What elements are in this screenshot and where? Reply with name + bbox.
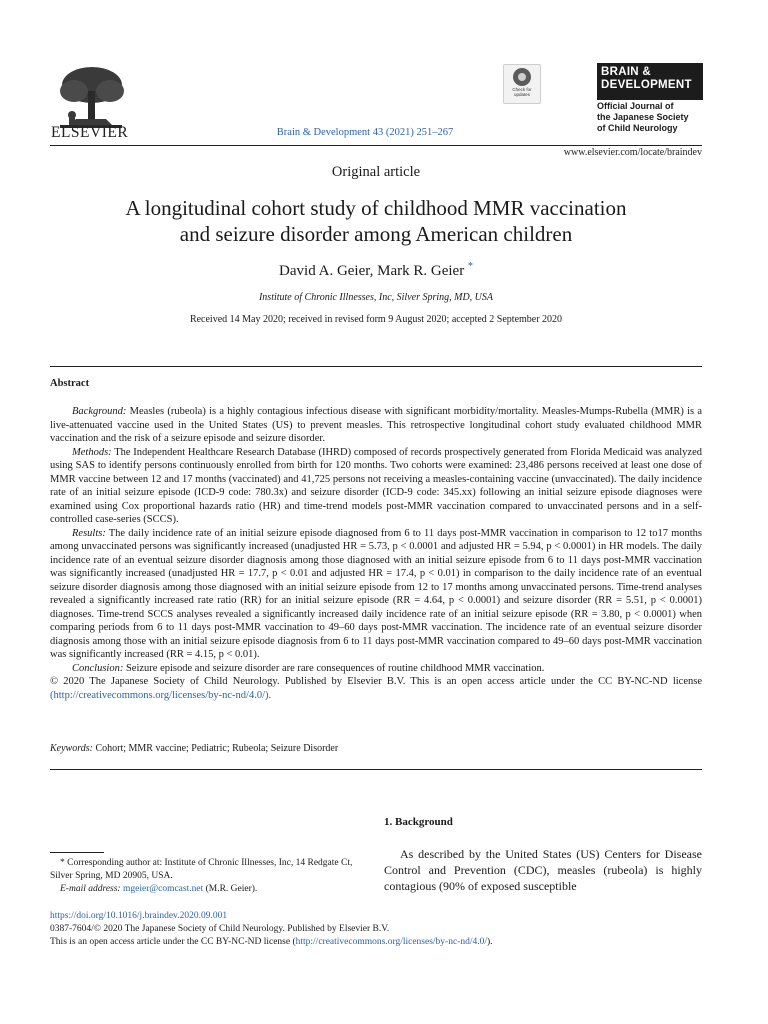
journal-subtitle-line-3: of Child Neurology: [597, 123, 678, 133]
journal-subtitle: [597, 101, 717, 134]
abstract-body: [50, 405, 702, 702]
article-title: [50, 195, 702, 247]
keywords-list: Cohort; MMR vaccine; Pediatric; Rubeola; Seizure Disorder: [92, 743, 339, 754]
journal-logo-line-2: DEVELOPMENT: [601, 79, 692, 91]
authors-text: David A. Geier, Mark R. Geier: [279, 263, 465, 279]
abstract-results: Results: The daily incidence rate of an initial seizure episode diagnosed from 6 to 11 days post-MMR vaccination in comparison to 12 to17 months among unvaccinated persons was significantly increased (unadjusted HR = 5.73, p < 0.0001 and adjusted HR = 5.94, p < 0.0001) in HR models. The daily incidence rate of an eventual seizure disorder diagnosis among those diagnosed with an initial seizure episode from 6 to 11 days post-MMR vaccination was significantly increased (unadjusted HR = 17.7, p < 0.01 and adjusted HR = 17.4, p < 0.01) in comparison to the daily incidence rate of an eventual seizure disorder diagnosis among those diagnosed with an initial seizure episode from 12 to 17 months among unvaccinated persons. Time-trend analyses revealed a significantly increased rate ratio (RR) for an initial seizure episode (RR = 4.64, p < 0.0001) and seizure disorder (RR = 5.51, p < 0.0001) diagnoses. Time-trend SCCS analyses revealed a significantly increased daily incidence rate of an initial seizure episode (RR = 3.80, p < 0.0001) when comparing periods from 6 to 11 days post-MMR vaccination to 49–60 days post-MMR vaccination. The incidence rate of an eventual seizure disorder diagnosis among those with an initial seizure episode diagnosis from 6 to 11 days post-MMR vaccination compared to 49–60 days post-MMR vaccination was significantly increased (RR = 4.15, p < 0.01).: [50, 527, 702, 660]
email-link[interactable]: mgeier@comcast.net: [122, 884, 204, 894]
journal-logo-box: [597, 63, 703, 100]
crossmark-label: Check for updates: [512, 87, 532, 97]
abstract-conclusion: Conclusion: Seizure episode and seizure disorder are rare consequences of routine childhood MMR vaccination.: [72, 662, 545, 674]
doi-link[interactable]: https://doi.org/10.1016/j.braindev.2020.09.001: [50, 911, 228, 921]
license-line: This is an open access article under the CC BY-NC-ND license (http://creativecommons.org/licenses/by-nc-nd/4.0/).: [50, 937, 493, 947]
abstract-methods: Methods: The Independent Healthcare Research Database (IHRD) composed of records prospectively generated from Florida Medicaid was analyzed using SAS to identify persons continuously enrolled from birth for 120 months. Two cohorts were examined: 23,486 persons received at least one dose of MMR vaccine between 12 and 17 months (vaccinated) and 41,725 persons not receiving a measles-containing vaccine (unvaccinated). The daily incidence rate of an initial seizure episode (ICD-9 code: 780.3x) and seizure disorder (ICD-9 code: 345.xx) following an initial seizure episode diagnoses were examined using Cox proportional hazards ratio (HR) and time-trend models post-MMR vaccination compared to unvaccinated persons and in a self-controlled case-series (SCCS).: [50, 446, 702, 525]
journal-reference-link[interactable]: Brain & Development 43 (2021) 251–267: [276, 127, 454, 138]
footnote: [50, 857, 368, 896]
publisher-name: ELSEVIER: [51, 124, 129, 141]
crossmark-icon: [513, 68, 531, 86]
issn-line: 0387-7604/© 2020 The Japanese Society of Child Neurology. Published by Elsevier B.V.: [50, 924, 390, 934]
author-affiliation: Institute of Chronic Illnesses, Inc, Silver Spring, MD, USA: [258, 292, 494, 303]
footer-license-link[interactable]: http://creativecommons.org/licenses/by-nc-nd/4.0/: [295, 937, 487, 947]
header-divider: [50, 145, 702, 146]
footnote-divider: [50, 852, 104, 853]
title-line-2: and seizure disorder among American children: [179, 222, 573, 246]
title-line-1: A longitudinal cohort study of childhood MMR vaccination: [125, 196, 627, 220]
journal-url[interactable]: www.elsevier.com/locate/braindev: [563, 147, 702, 158]
abstract-background: Background: Measles (rubeola) is a highly contagious infectious disease with significant morbidity/mortality. Measles-Mumps-Rubella (MMR) is a live-attenuated vaccine used in the United States (US) to prevent measles. This retrospective longitudinal cohort study evaluated childhood MMR vaccination and the risk of a seizure episode and seizure disorder.: [50, 406, 702, 444]
abstract-copyright: © 2020 The Japanese Society of Child Neurology. Published by Elsevier B.V. This is an open access article under the CC BY-NC-ND license (http://creativecommons.org/licenses/by-nc-nd/4.0/).: [50, 676, 702, 701]
corresponding-author-note: * Corresponding author at: Institute of Chronic Illnesses, Inc, 14 Redgate Ct, Silver Spring, MD 20905, USA.: [50, 858, 353, 881]
check-for-updates-badge[interactable]: [503, 64, 541, 104]
keywords-label: Keywords:: [50, 743, 93, 754]
keywords: [50, 743, 702, 754]
received-dates: Received 14 May 2020; received in revised form 9 August 2020; accepted 2 September 2020: [189, 314, 563, 325]
author-list: [50, 261, 702, 280]
section-heading: 1. Background: [384, 816, 453, 828]
journal-logo-line-1: BRAIN &: [601, 66, 652, 78]
page-footer: [50, 910, 702, 949]
license-link[interactable]: (http://creativecommons.org/licenses/by-nc-nd/4.0/).: [50, 689, 272, 701]
corresponding-author-mark[interactable]: *: [467, 261, 473, 272]
journal-subtitle-line-2: the Japanese Society: [597, 112, 689, 122]
abstract-bottom-divider: [50, 769, 702, 770]
email-line: E-mail address: mgeier@comcast.net (M.R. Geier).: [60, 884, 258, 894]
article-type: Original article: [331, 164, 421, 180]
abstract-heading: Abstract: [50, 378, 90, 389]
journal-subtitle-line-1: Official Journal of: [597, 101, 674, 111]
body-text: As described by the United States (US) Centers for Disease Control and Prevention (CDC), measles (rubeola) is highly contagious (90% of exposed susceptible: [384, 847, 702, 893]
abstract-top-divider: [50, 366, 702, 367]
